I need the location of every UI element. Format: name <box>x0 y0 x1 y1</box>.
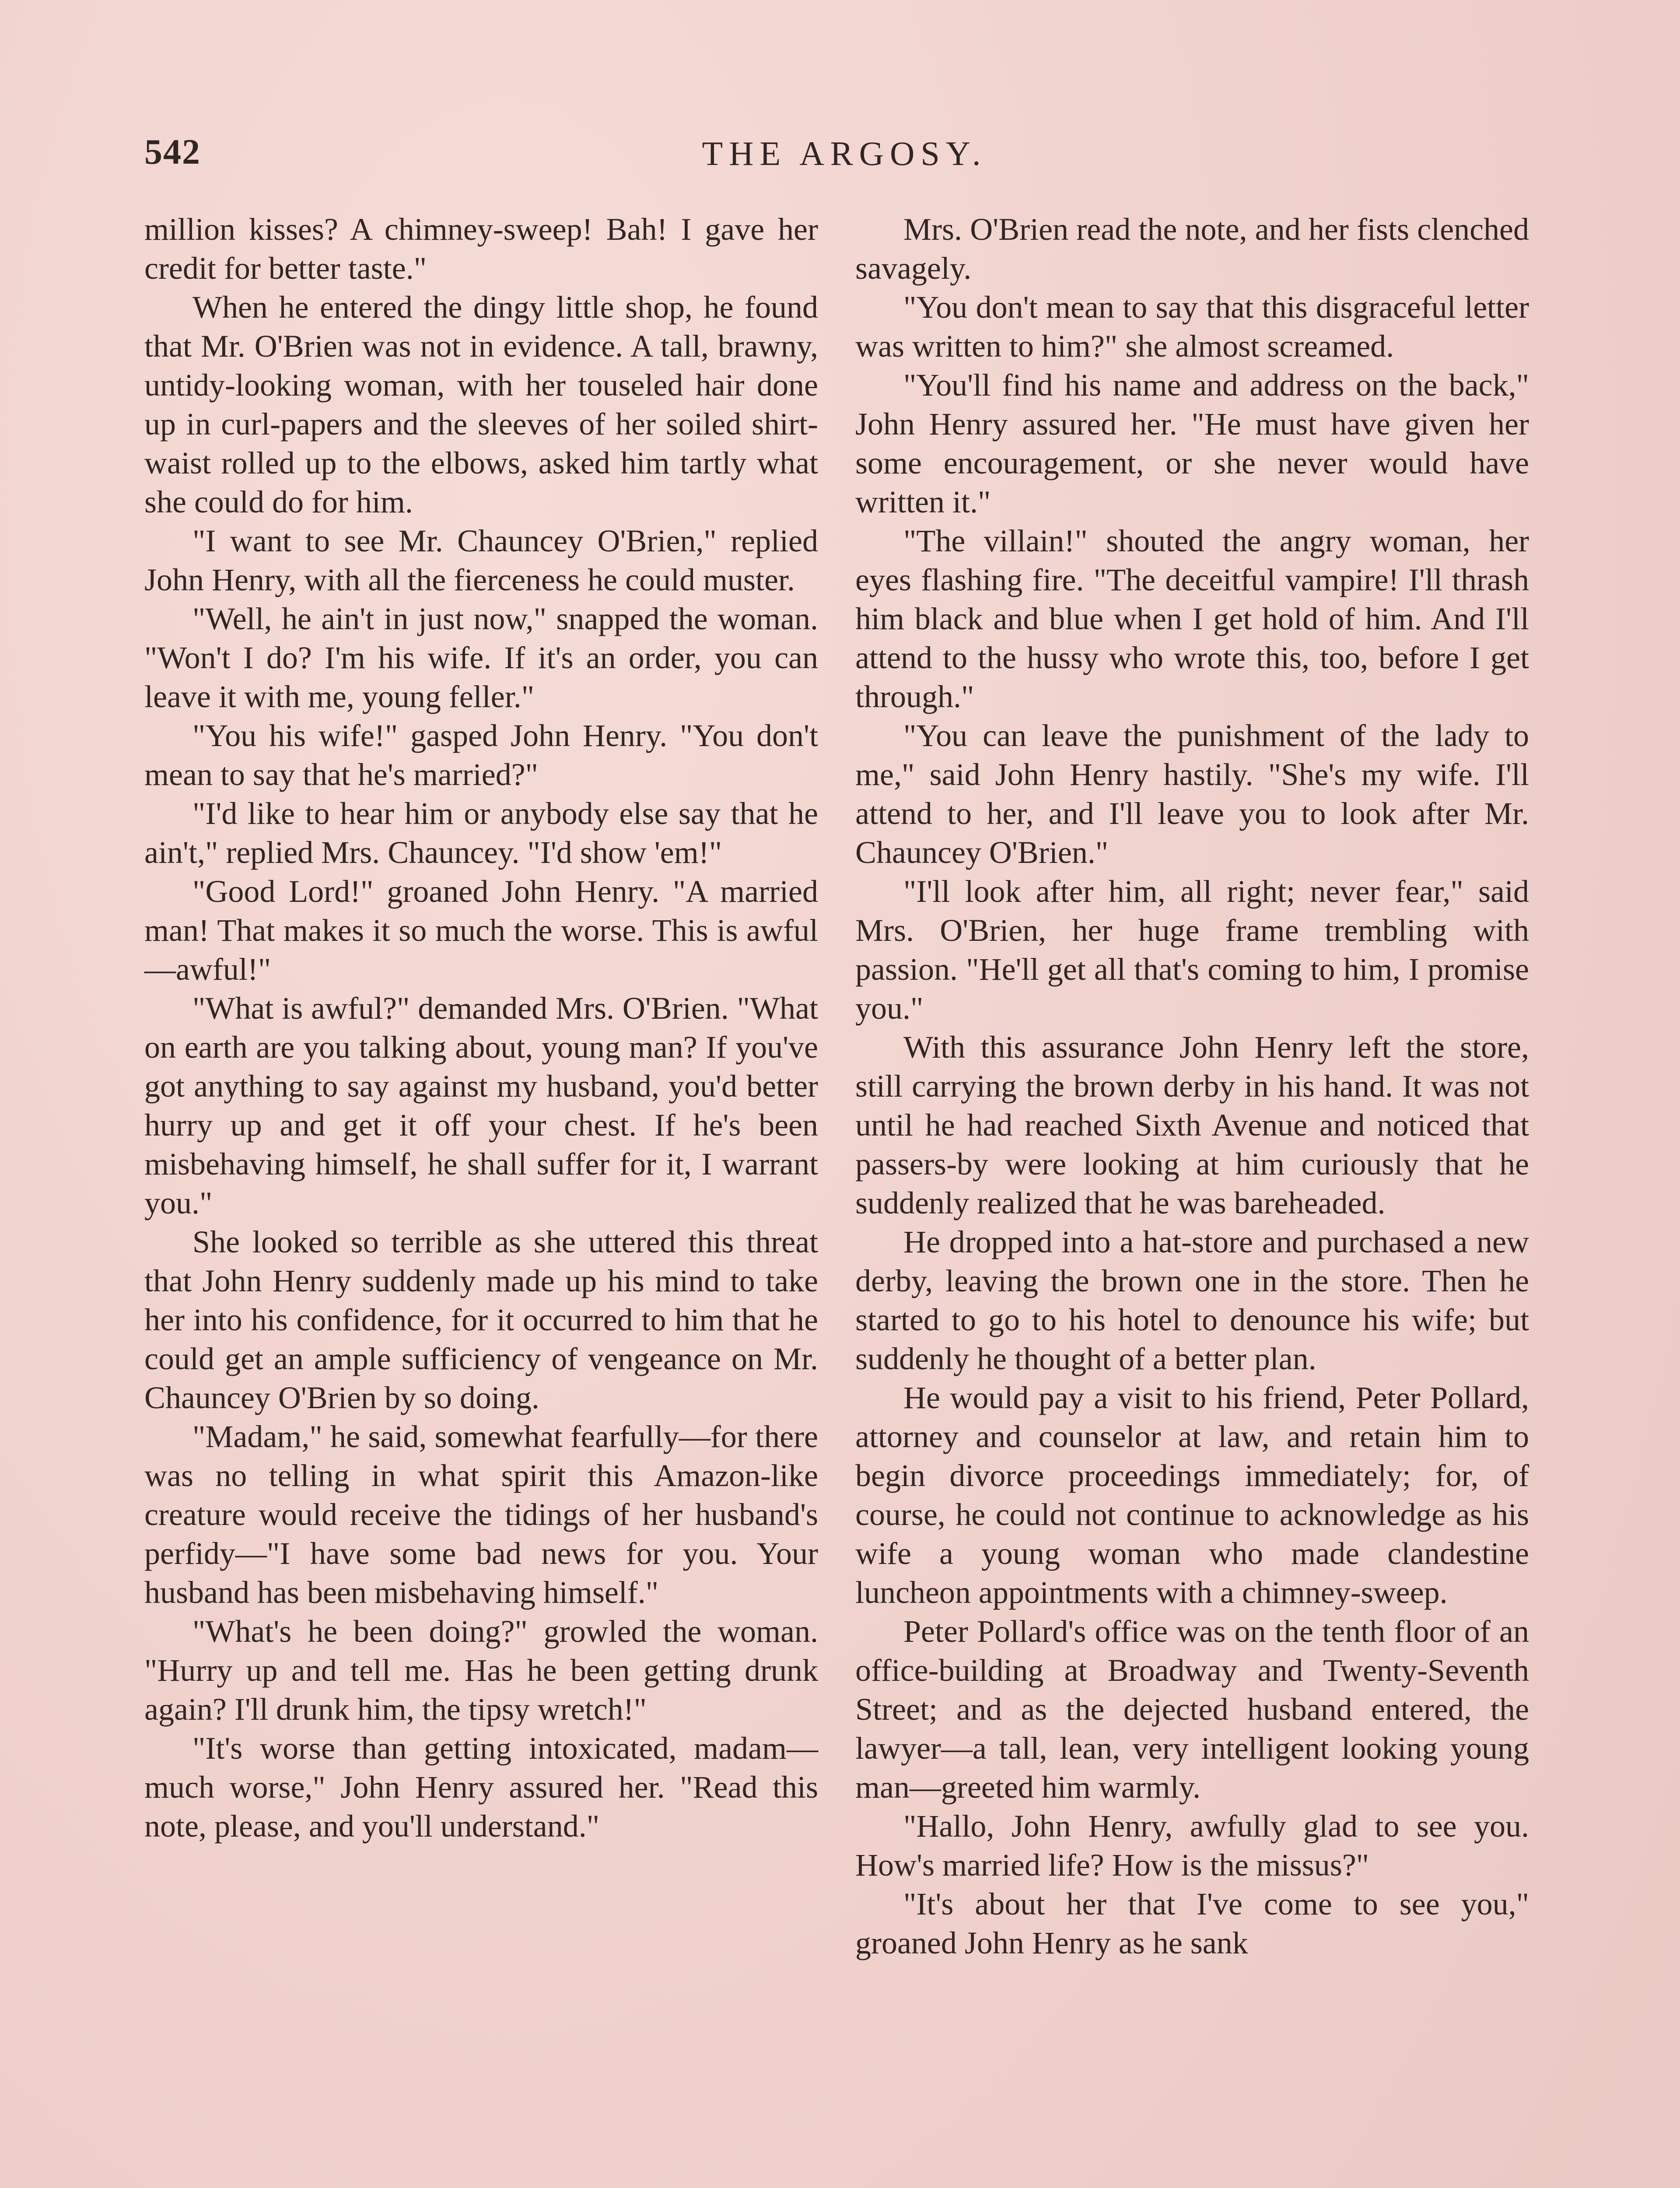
paragraph: "Hallo, John Henry, awfully glad to see you. How's married life? How is the missus?" <box>855 1809 1529 1883</box>
paragraph: "Well, he ain't in just now," snapped the woman. "Won't I do? I'm his wife. If it's an order, you can leave it with me, young feller." <box>144 601 818 714</box>
paragraph: Peter Pollard's office was on the tenth floor of an office-building at Broadway and Twenty-Seventh Street; and as the dejected husband entered, the lawyer—a tall, lean, very intelligent looking young man—greeted him warmly. <box>855 1614 1529 1805</box>
paragraph: "The villain!" shouted the angry woman, her eyes flashing fire. "The deceitful vampire! I'll thrash him black and blue when I get hold of him. And I'll attend to the hussy who wrote this, too, before I get through." <box>855 523 1529 714</box>
paragraph: "It's about her that I've come to see you," groaned John Henry as he sank <box>855 1886 1529 1960</box>
paragraph: "Good Lord!" groaned John Henry. "A married man! That makes it so much the worse. This is awful—awful!" <box>144 874 818 987</box>
page-header <box>144 127 1544 188</box>
paragraph: "What is awful?" demanded Mrs. O'Brien. "What on earth are you talking about, young man? If you've got anything to say against my husband, you'd better hurry up and get it off your chest. If he's been misbehaving himself, he shall suffer for it, I warrant you." <box>144 991 818 1220</box>
paragraph: "I want to see Mr. Chauncey O'Brien," replied John Henry, with all the fierceness he could muster. <box>144 523 818 597</box>
paragraph: "You don't mean to say that this disgraceful letter was written to him?" she almost screamed. <box>855 290 1529 364</box>
right-column <box>855 210 1529 1963</box>
paragraph: Mrs. O'Brien read the note, and her fists clenched savagely. <box>855 212 1529 286</box>
page-number: 542 <box>144 132 201 172</box>
paragraph: "I'll look after him, all right; never fear," said Mrs. O'Brien, her huge frame trembling with passion. "He'll get all that's coming to him, I promise you." <box>855 874 1529 1026</box>
paragraph: When he entered the dingy little shop, he found that Mr. O'Brien was not in evidence. A tall, brawny, untidy-looking woman, with her touseled hair done up in curl-papers and the sleeves of her soiled shirt-waist rolled up to the elbows, asked him tartly what she could do for him. <box>144 290 818 519</box>
paragraph: He dropped into a hat-store and purchased a new derby, leaving the brown one in the store. Then he started to go to his hotel to denounce his wife; but suddenly he thought of a better plan. <box>855 1224 1529 1376</box>
left-column <box>144 210 818 1846</box>
paragraph: "Madam," he said, somewhat fearfully—for there was no telling in what spirit this Amazon-like creature would receive the tidings of her husband's perfidy—"I have some bad news for you. Your husband has been misbehaving himself." <box>144 1419 818 1610</box>
running-head: THE ARGOSY. <box>702 134 987 172</box>
paragraph: "It's worse than getting intoxicated, madam—much worse," John Henry assured her. "Read this note, please, and you'll understand." <box>144 1731 818 1844</box>
paragraph: "I'd like to hear him or anybody else say that he ain't," replied Mrs. Chauncey. "I'd show 'em!" <box>144 796 818 870</box>
paragraph: "You his wife!" gasped John Henry. "You don't mean to say that he's married?" <box>144 718 818 792</box>
paragraph: He would pay a visit to his friend, Peter Pollard, attorney and counselor at law, and retain him to begin divorce proceedings immediately; for, of course, he could not continue to acknowledge as his wife a young woman who made clandestine luncheon appointments with a chimney-sweep. <box>855 1380 1529 1610</box>
paragraph: "What's he been doing?" growled the woman. "Hurry up and tell me. Has he been getting drunk again? I'll drunk him, the tipsy wretch!" <box>144 1614 818 1727</box>
paragraph: With this assurance John Henry left the store, still carrying the brown derby in his hand. It was not until he had reached Sixth Avenue and noticed that passers-by were looking at him curiously that he suddenly realized that he was bareheaded. <box>855 1030 1529 1220</box>
paragraph: "You can leave the punishment of the lady to me," said John Henry hastily. "She's my wife. I'll attend to her, and I'll leave you to look after Mr. Chauncey O'Brien." <box>855 718 1529 870</box>
paragraph: "You'll find his name and address on the back," John Henry assured her. "He must have given her some encouragement, or she never would have written it." <box>855 368 1529 519</box>
paragraph: She looked so terrible as she uttered this threat that John Henry suddenly made up his mind to take her into his confidence, for it occurred to him that he could get an ample sufficiency of vengeance on Mr. Chauncey O'Brien by so doing. <box>144 1224 818 1415</box>
paragraph: million kisses? A chimney-sweep! Bah! I gave her credit for better taste." <box>144 212 818 286</box>
